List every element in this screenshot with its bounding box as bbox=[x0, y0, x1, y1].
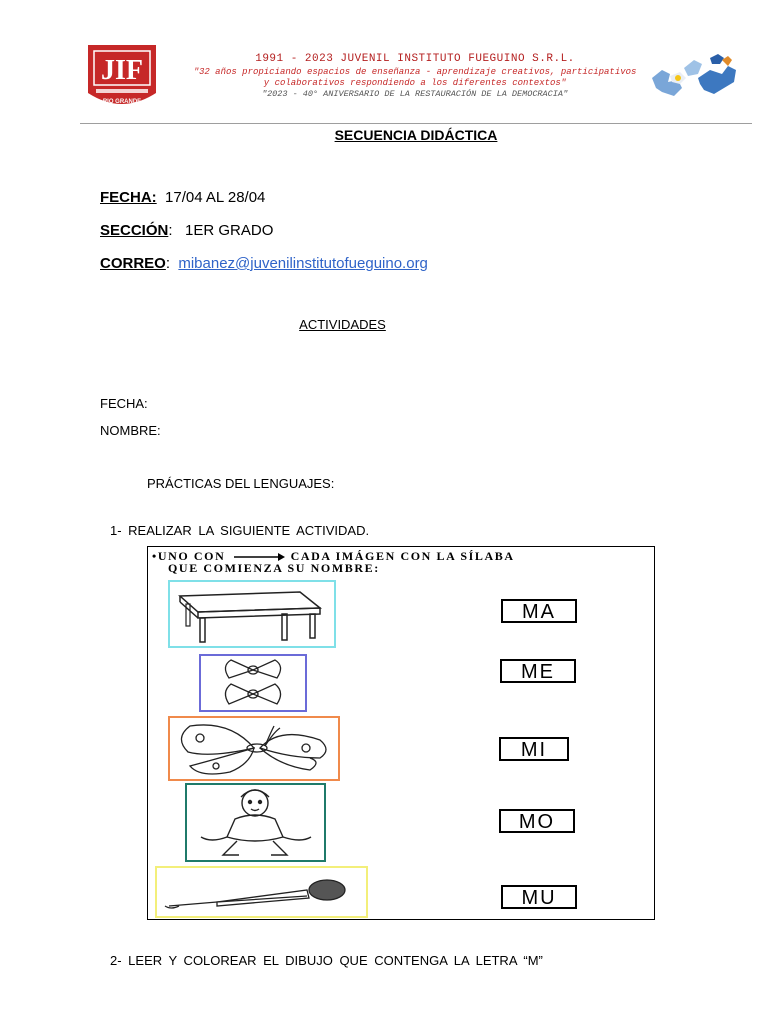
instr-part-b: CADA IMÁGEN CON LA SÍLABA bbox=[290, 549, 515, 563]
worksheet-instructions: •UNO CON CADA IMÁGEN CON LA SÍLABA QUE COMIENZA SU NOMBRE: bbox=[152, 550, 652, 574]
correo-label: CORREO bbox=[100, 255, 166, 272]
task-2: 2- LEER Y COLOREAR EL DIBUJO QUE CONTENGA LA LETRA “M” bbox=[110, 953, 543, 968]
page-title: SECUENCIA DIDÁCTICA bbox=[334, 127, 498, 143]
fecha-label: FECHA: bbox=[100, 189, 157, 206]
islands-map-icon bbox=[648, 48, 740, 106]
header-line-years: 1991 - 2023 JUVENIL INSTITUTO FUEGUINO S.R.L. bbox=[255, 53, 575, 65]
correo-row: CORREO: mibanez@juvenilinstitutofueguino.org bbox=[100, 255, 428, 272]
syllable-mo: MO bbox=[499, 809, 575, 833]
header-motto-part2: y colaborativos respondiendo a los diferentes contextos" bbox=[263, 78, 567, 88]
logo-subtext: RIO GRANDE bbox=[102, 99, 142, 105]
fecha-value: 17/04 AL 28/04 bbox=[165, 189, 266, 206]
syllable-mi: MI bbox=[499, 737, 569, 761]
fecha-blank-label: FECHA: bbox=[100, 396, 148, 411]
butterfly-icon bbox=[170, 718, 338, 779]
logo-text: JIF bbox=[101, 55, 143, 86]
seccion-value: 1ER GRADO bbox=[185, 222, 274, 239]
doll-icon bbox=[187, 785, 324, 860]
picture-table bbox=[168, 580, 336, 648]
microphone-icon bbox=[157, 868, 366, 916]
task-1: 1- REALIZAR LA SIGUIENTE ACTIVIDAD. bbox=[110, 523, 370, 538]
fecha-row bbox=[100, 189, 265, 206]
instr-part-a: UNO CON bbox=[157, 549, 226, 563]
syllable-me: ME bbox=[500, 659, 576, 683]
correo-link[interactable]: mibanez@juvenilinstitutofueguino.org bbox=[178, 255, 428, 272]
instr-line-2: QUE COMIENZA SU NOMBRE: bbox=[168, 561, 380, 576]
picture-doll bbox=[185, 783, 326, 862]
syllable-mu: MU bbox=[501, 885, 577, 909]
picture-microphone bbox=[155, 866, 368, 918]
header-line-motto bbox=[160, 67, 670, 89]
header-divider bbox=[80, 123, 752, 124]
table-icon bbox=[170, 582, 334, 646]
picture-butterfly bbox=[168, 716, 340, 781]
nombre-blank-label: NOMBRE: bbox=[100, 423, 161, 438]
practicas-heading: PRÁCTICAS DEL LENGUAJES: bbox=[147, 476, 335, 491]
worksheet bbox=[147, 546, 655, 920]
seccion-label: SECCIÓN bbox=[100, 222, 169, 239]
seccion-row: SECCIÓN: 1ER GRADO bbox=[100, 222, 274, 239]
school-logo bbox=[86, 43, 158, 113]
syllable-ma: MA bbox=[501, 599, 577, 623]
actividades-heading: ACTIVIDADES bbox=[299, 317, 386, 332]
picture-bow bbox=[199, 654, 307, 712]
bow-icon bbox=[201, 656, 305, 710]
header-line-anniversary: "2023 - 40° ANIVERSARIO DE LA RESTAURACIÓN DE LA DEMOCRACIA" bbox=[261, 89, 569, 99]
header-motto-part1: "32 años propiciando espacios de enseñanza - aprendizaje creativos, participativos bbox=[193, 67, 637, 77]
